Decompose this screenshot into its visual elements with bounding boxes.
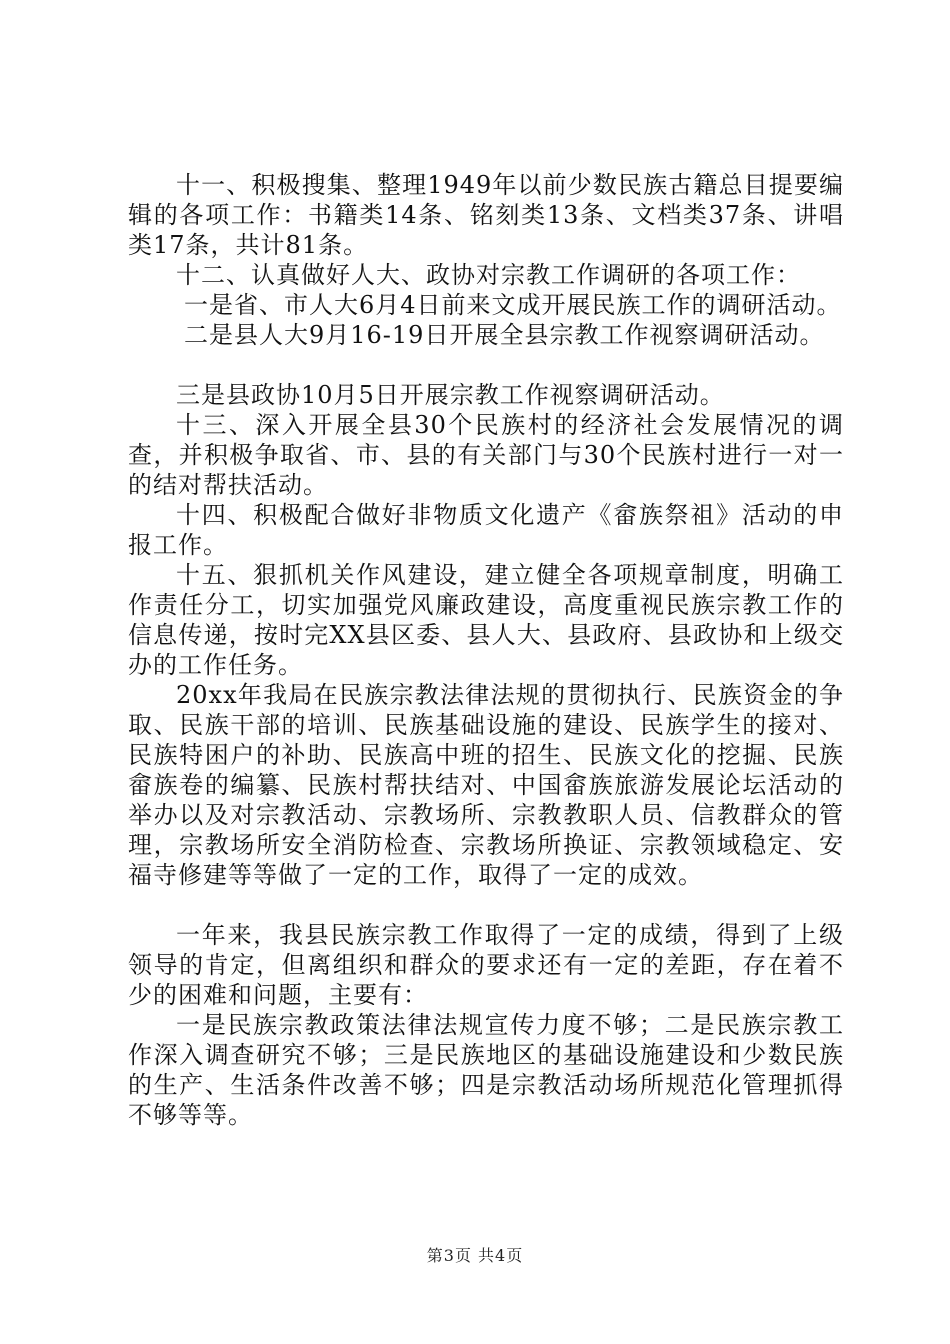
paragraph-sub-item-2: 二是县人大9月16-19日开展全县宗教工作视察调研活动。 [184, 321, 825, 349]
paragraph-item-12: 十二、认真做好人大、政协对宗教工作调研的各项工作： [176, 261, 801, 289]
paragraph-problems-list: 一是民族宗教政策法律法规宣传力度不够；二是民族宗教工作深入调查研究不够；三是民族地区的基础设施建设和少数民族的生产、生活条件改善不够；四是宗教活动场所规范化管理抓得不够等等。 [128, 1011, 844, 1129]
page-footer-indicator: 第3页 共4页 [426, 1246, 524, 1265]
paragraph-sub-item-3: 三是县政协10月5日开展宗教工作视察调研活动。 [176, 381, 725, 409]
paragraph-sub-item-1: 一是省、市人大6月4日前来文成开展民族工作的调研活动。 [184, 291, 842, 319]
paragraph-problems-intro: 一年来，我县民族宗教工作取得了一定的成绩，得到了上级领导的肯定，但离组织和群众的要求还有一定的差距，存在着不少的困难和问题，主要有： [128, 921, 844, 1009]
paragraph-item-11: 十一、积极搜集、整理1949年以前少数民族古籍总目提要编辑的各项工作：书籍类14条、铭刻类13条、文档类37条、讲唱类17条，共计81条。 [128, 171, 844, 259]
document-body [128, 170, 844, 1130]
paragraph-item-14: 十四、积极配合做好非物质文化遗产《畲族祭祖》活动的申报工作。 [128, 501, 844, 559]
paragraph-gap [128, 890, 844, 920]
paragraph-annual-summary: 20xx年我局在民族宗教法律法规的贯彻执行、民族资金的争取、民族干部的培训、民族基础设施的建设、民族学生的接对、民族特困户的补助、民族高中班的招生、民族文化的挖掘、民族畲族卷的编纂、民族村帮扶结对、中国畲族旅游发展论坛活动的举办以及对宗教活动、宗教场所、宗教教职人员、信教群众的管理，宗教场所安全消防检查、宗教场所换证、宗教领域稳定、安福寺修建等等做了一定的工作，取得了一定的成效。 [128, 681, 844, 889]
paragraph-item-15: 十五、狠抓机关作风建设，建立健全各项规章制度，明确工作责任分工，切实加强党风廉政建设，高度重视民族宗教工作的信息传递，按时完XX县区委、县人大、县政府、县政协和上级交办的工作任务。 [128, 561, 844, 679]
paragraph-item-13: 十三、深入开展全县30个民族村的经济社会发展情况的调查，并积极争取省、市、县的有关部门与30个民族村进行一对一的结对帮扶活动。 [128, 411, 844, 499]
paragraph-gap [128, 350, 844, 380]
